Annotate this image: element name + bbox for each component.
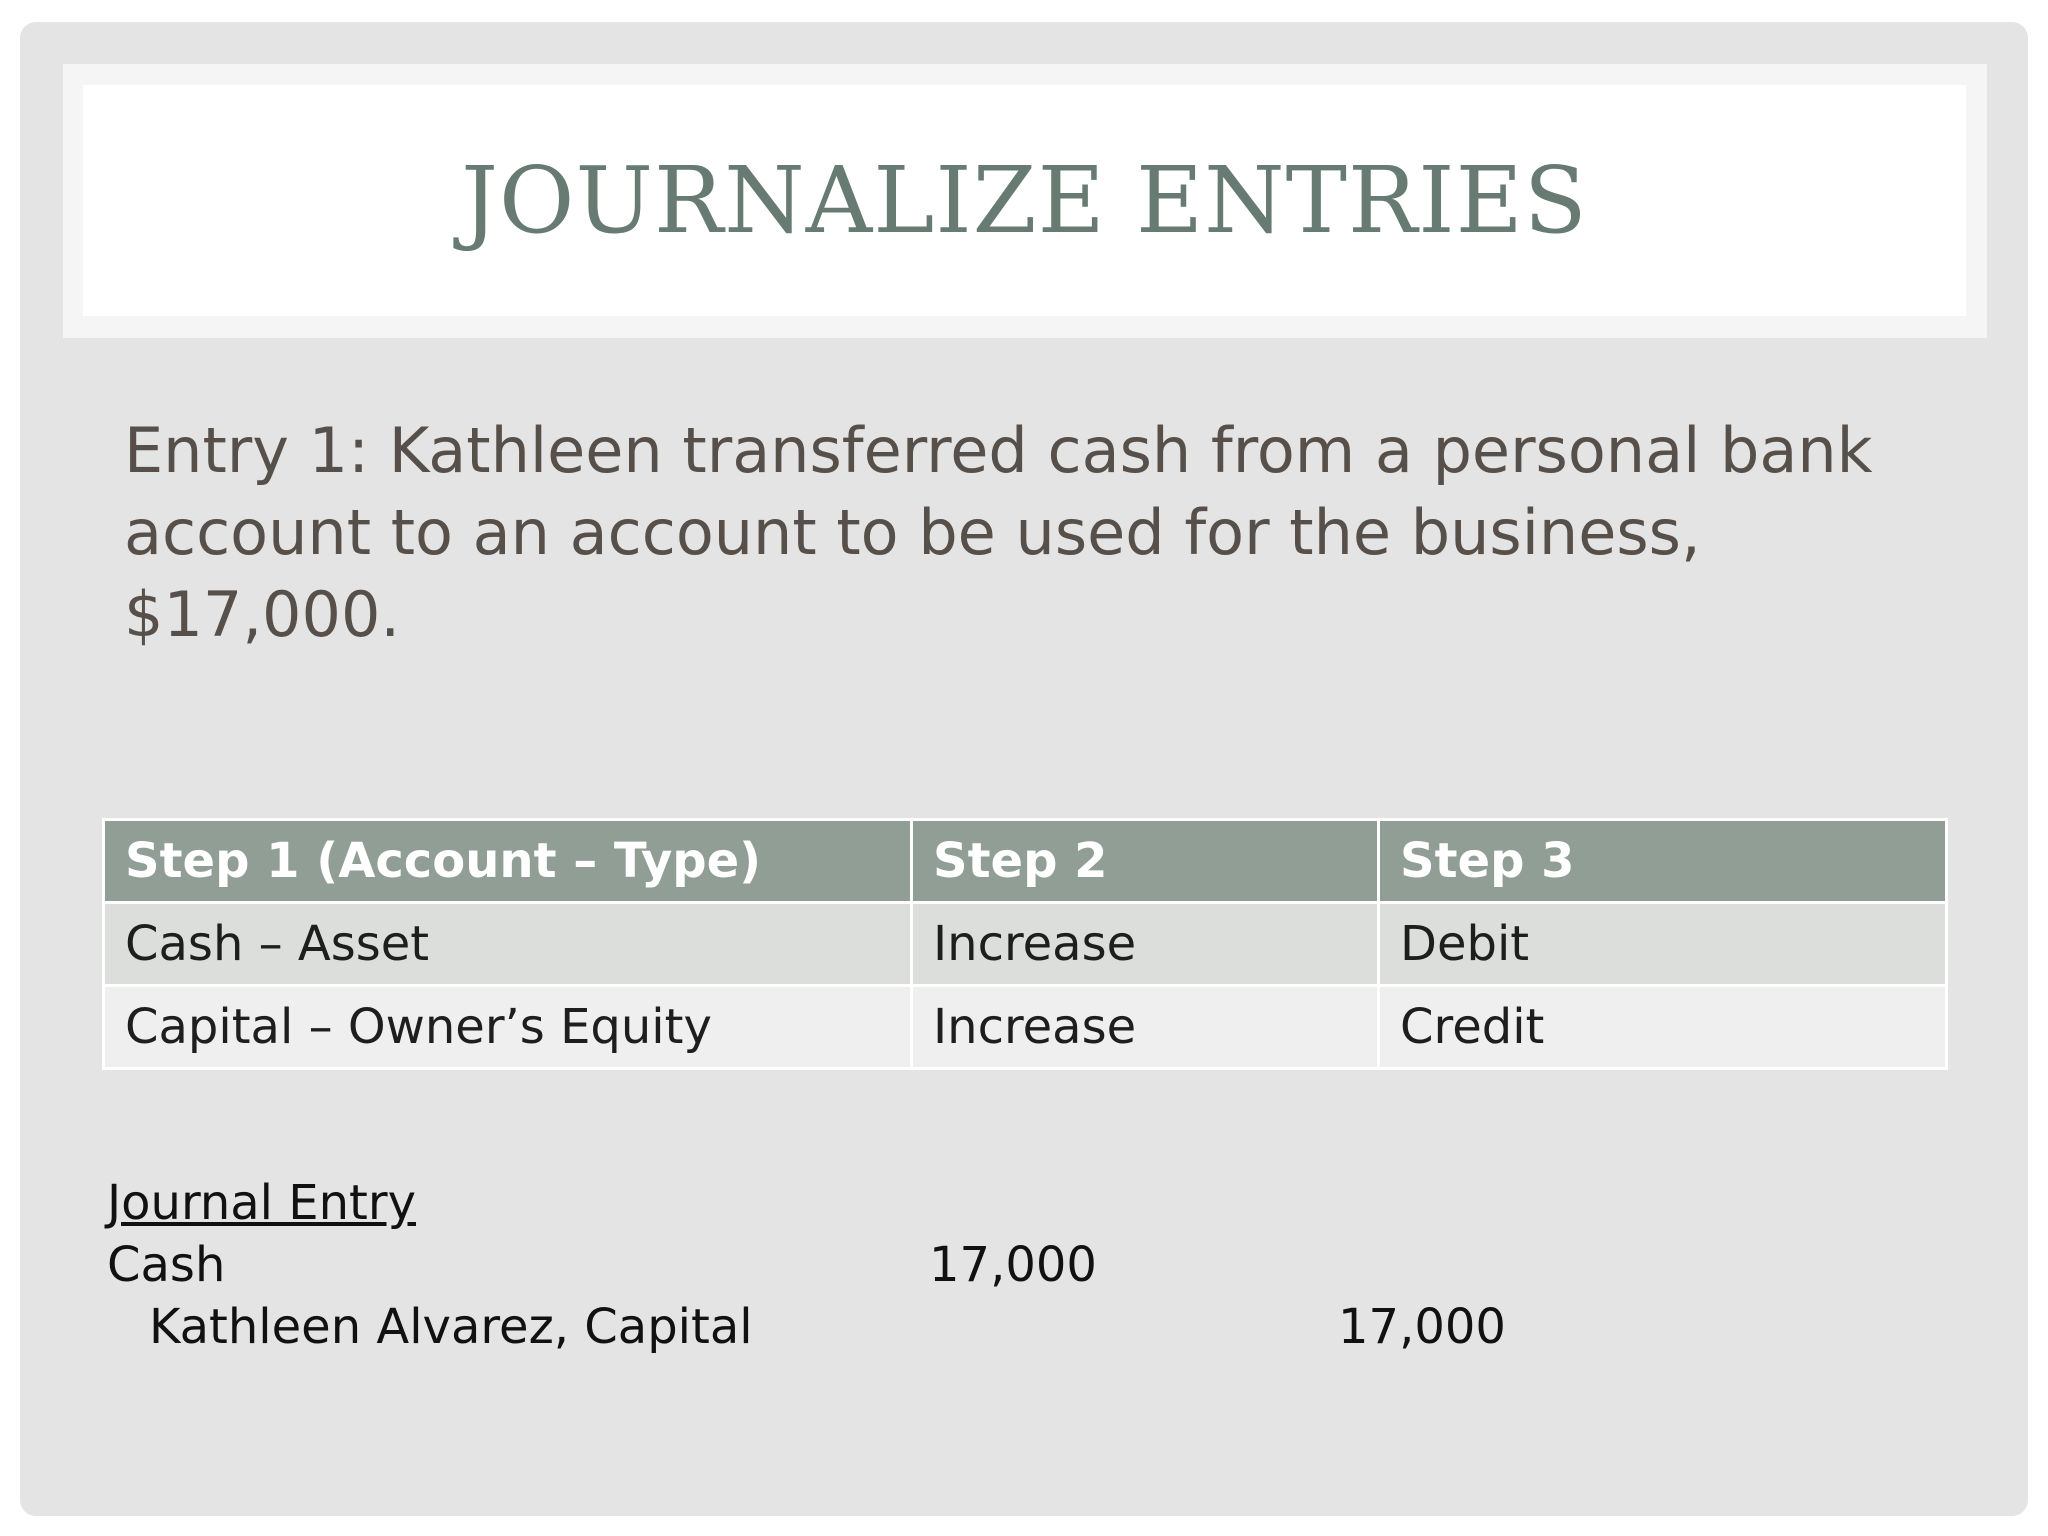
table-row: [104, 903, 1947, 986]
title-box: [83, 85, 1966, 316]
journal-line: [107, 1234, 1097, 1296]
table-cell-account: Capital – Owner’s Equity: [104, 986, 912, 1069]
journal-debit-amount: 17,000: [929, 1237, 1097, 1293]
journal-credit-amount: 17,000: [1338, 1299, 1506, 1355]
journal-account: Kathleen Alvarez, Capital: [149, 1299, 753, 1355]
slide: [20, 22, 2028, 1516]
table-cell-change: Increase: [912, 986, 1379, 1069]
journal-heading: Journal Entry: [107, 1175, 416, 1231]
table-header-step2: Step 2: [912, 820, 1379, 903]
table-cell-account: Cash – Asset: [104, 903, 912, 986]
slide-title: JOURNALIZE ENTRIES: [461, 147, 1588, 254]
journal-account: Cash: [107, 1237, 226, 1293]
table-cell-side: Debit: [1379, 903, 1947, 986]
table-header-row: [104, 820, 1947, 903]
steps-table: [102, 818, 1948, 1070]
table-header-step1: Step 1 (Account – Type): [104, 820, 912, 903]
entry-description: Entry 1: Kathleen transferred cash from a personal bank account to an account to be used for the business, $17,000.: [124, 414, 1873, 651]
table-cell-change: Increase: [912, 903, 1379, 986]
table-header-step3: Step 3: [1379, 820, 1947, 903]
journal-entry: [107, 1172, 1506, 1358]
journal-line: [107, 1296, 1506, 1358]
title-band: [63, 64, 1987, 338]
table-cell-side: Credit: [1379, 986, 1947, 1069]
table-row: [104, 986, 1947, 1069]
